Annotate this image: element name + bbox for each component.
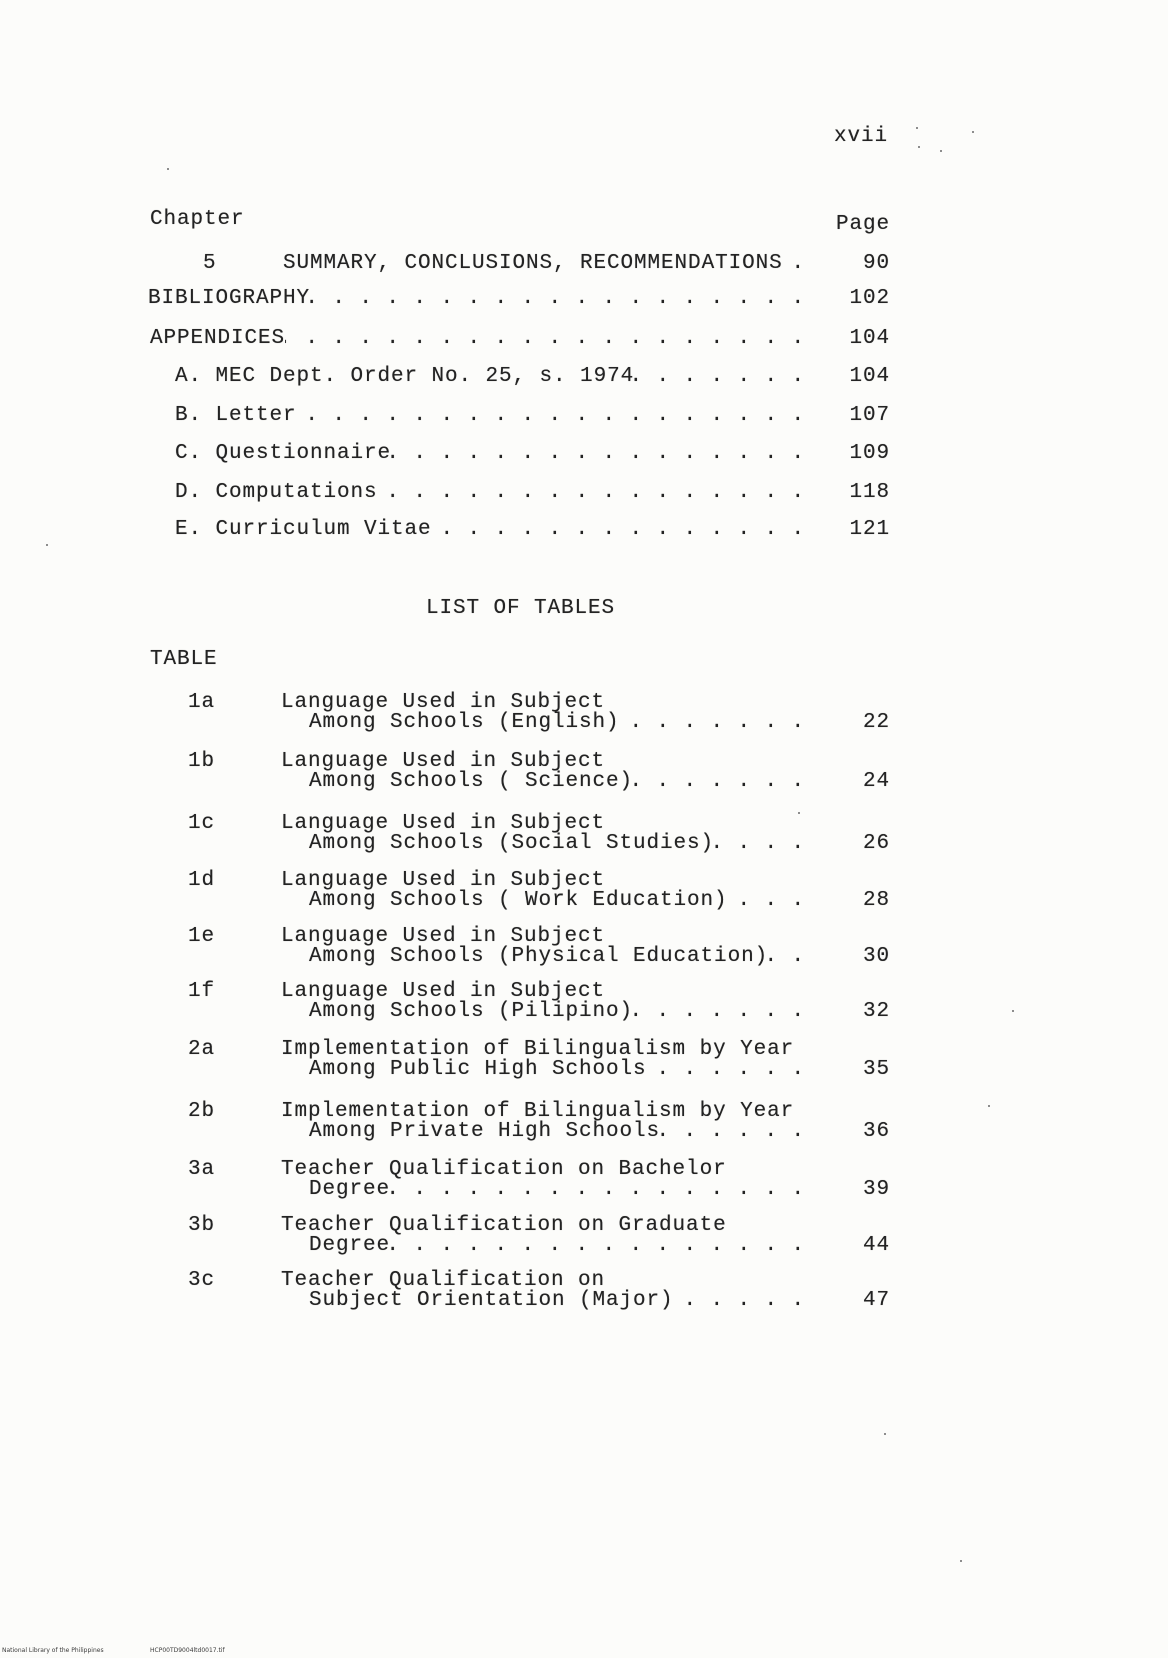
page-column-header: Page [835,213,890,236]
table-number: 3b [188,1214,216,1237]
table-list-entry [188,927,890,967]
dot-leader [378,483,805,503]
toc-page-number: 107 [849,404,890,427]
table-list-entry [188,982,890,1022]
table-number: 2a [188,1038,216,1061]
table-title-line2: Among Schools (Physical Education) [309,945,769,968]
dot-leader [620,713,805,733]
toc-page-number: 121 [849,518,890,541]
toc-page-number: 104 [849,365,890,388]
toc-page-number: 118 [849,481,890,504]
table-page-number: 36 [862,1120,890,1143]
toc-entry [150,329,890,349]
toc-entry [175,483,890,503]
dot-leader [768,947,805,967]
table-title-line2: Among Schools (Social Studies) [309,832,715,855]
table-title-line1: Teacher Qualification on [281,1269,606,1292]
table-title-line2: Subject Orientation (Major) [309,1289,674,1312]
table-page-number: 35 [862,1058,890,1081]
table-title-line1: Language Used in Subject [281,750,606,773]
toc-entry-label: D. Computations [175,481,378,504]
dot-leader [390,1180,805,1200]
toc-entry-label: APPENDICES [150,327,286,350]
table-title-line1: Implementation of Bilingualism by Year [281,1100,795,1123]
table-number: 1a [188,691,216,714]
table-title-line1: Language Used in Subject [281,980,606,1003]
table-title-line2: Among Schools (Pilipino) [309,1000,634,1023]
table-page-number: 32 [862,1000,890,1023]
dot-leader [634,367,805,387]
toc-page-number: 104 [849,327,890,350]
dot-leader [633,1002,805,1022]
toc-entry [203,254,890,274]
table-page-number: 28 [862,889,890,912]
dot-leader [633,772,805,792]
dot-leader [432,520,805,540]
table-page-number: 24 [862,770,890,793]
table-page-number: 22 [862,711,890,734]
table-number: 3c [188,1269,216,1292]
dot-leader [714,834,805,854]
table-list-entry [188,1040,890,1080]
dot-leader [297,406,805,426]
toc-page-number: 102 [849,287,890,310]
table-title-line2: Degree [309,1178,391,1201]
scan-speck [46,544,48,546]
dot-leader [783,254,805,274]
table-number: 1e [188,925,216,948]
dot-leader [674,1291,805,1311]
table-title-line2: Among Private High Schools [309,1120,661,1143]
table-number: 1d [188,869,216,892]
table-title-line1: Language Used in Subject [281,925,606,948]
table-title-line1: Implementation of Bilingualism by Year [281,1038,795,1061]
table-title-line2: Among Schools ( Work Education) [309,889,728,912]
toc-entry [175,367,890,387]
scan-source-label: National Library of the Philippines [2,1647,104,1654]
table-page-number: 30 [862,945,890,968]
dot-leader [391,444,805,464]
toc-page-number: 90 [862,252,890,275]
table-number: 1c [188,812,216,835]
scan-file-name: HCP00TD9004ltd0017.tif [150,1647,225,1654]
list-of-tables-title: LIST OF TABLES [426,597,616,620]
table-page-number: 39 [862,1178,890,1201]
dot-leader [310,289,805,309]
table-page-number: 47 [862,1289,890,1312]
table-number: 1b [188,750,216,773]
scan-speck [916,127,918,129]
table-title-line2: Among Public High Schools [309,1058,647,1081]
toc-entry [175,444,890,464]
toc-chapter-number: 5 [203,252,217,275]
table-column-header: TABLE [150,648,218,671]
table-page-number: 44 [862,1234,890,1257]
table-title-line2: Degree [309,1234,391,1257]
toc-entry-label: C. Questionnaire [175,442,392,465]
page-folio: xvii [833,125,888,148]
dot-leader [647,1060,805,1080]
table-list-entry [188,814,890,854]
table-title-line1: Teacher Qualification on Graduate [281,1214,727,1237]
toc-entry-label: A. MEC Dept. Order No. 25, s. 1974 [175,365,635,388]
toc-entry [175,520,890,540]
table-list-entry [188,1160,890,1200]
table-title-line1: Language Used in Subject [281,869,606,892]
table-list-entry [188,752,890,792]
scan-speck [884,1433,886,1435]
toc-entry [175,406,890,426]
table-number: 3a [188,1158,216,1181]
toc-page-number: 109 [849,442,890,465]
table-title-line2: Among Schools ( Science) [309,770,634,793]
table-list-entry [188,1102,890,1142]
table-list-entry [188,1216,890,1256]
scan-speck [972,131,974,133]
table-title-line2: Among Schools (English) [309,711,620,734]
toc-entry [148,289,890,309]
table-title-line1: Teacher Qualification on Bachelor [281,1158,727,1181]
table-number: 2b [188,1100,216,1123]
toc-entry-label: B. Letter [175,404,297,427]
dot-leader [728,891,805,911]
scan-speck [918,146,920,148]
scan-speck [940,150,942,152]
dot-leader [660,1122,805,1142]
dot-leader [390,1236,805,1256]
table-number: 1f [188,980,216,1003]
scan-speck [960,1560,962,1562]
scan-speck [1012,1010,1014,1012]
table-list-entry [188,693,890,733]
table-title-line1: Language Used in Subject [281,812,606,835]
toc-entry-label: SUMMARY, CONCLUSIONS, RECOMMENDATIONS [283,252,783,275]
table-page-number: 26 [862,832,890,855]
scan-speck [167,168,169,170]
scan-speck [798,812,800,814]
scan-speck [988,1105,990,1107]
chapter-column-header: Chapter [150,208,245,231]
toc-entry-label: E. Curriculum Vitae [175,518,432,541]
table-list-entry [188,1271,890,1311]
toc-entry-label: BIBLIOGRAPHY [148,287,311,310]
table-list-entry [188,871,890,911]
table-title-line1: Language Used in Subject [281,691,606,714]
dot-leader [285,329,805,349]
